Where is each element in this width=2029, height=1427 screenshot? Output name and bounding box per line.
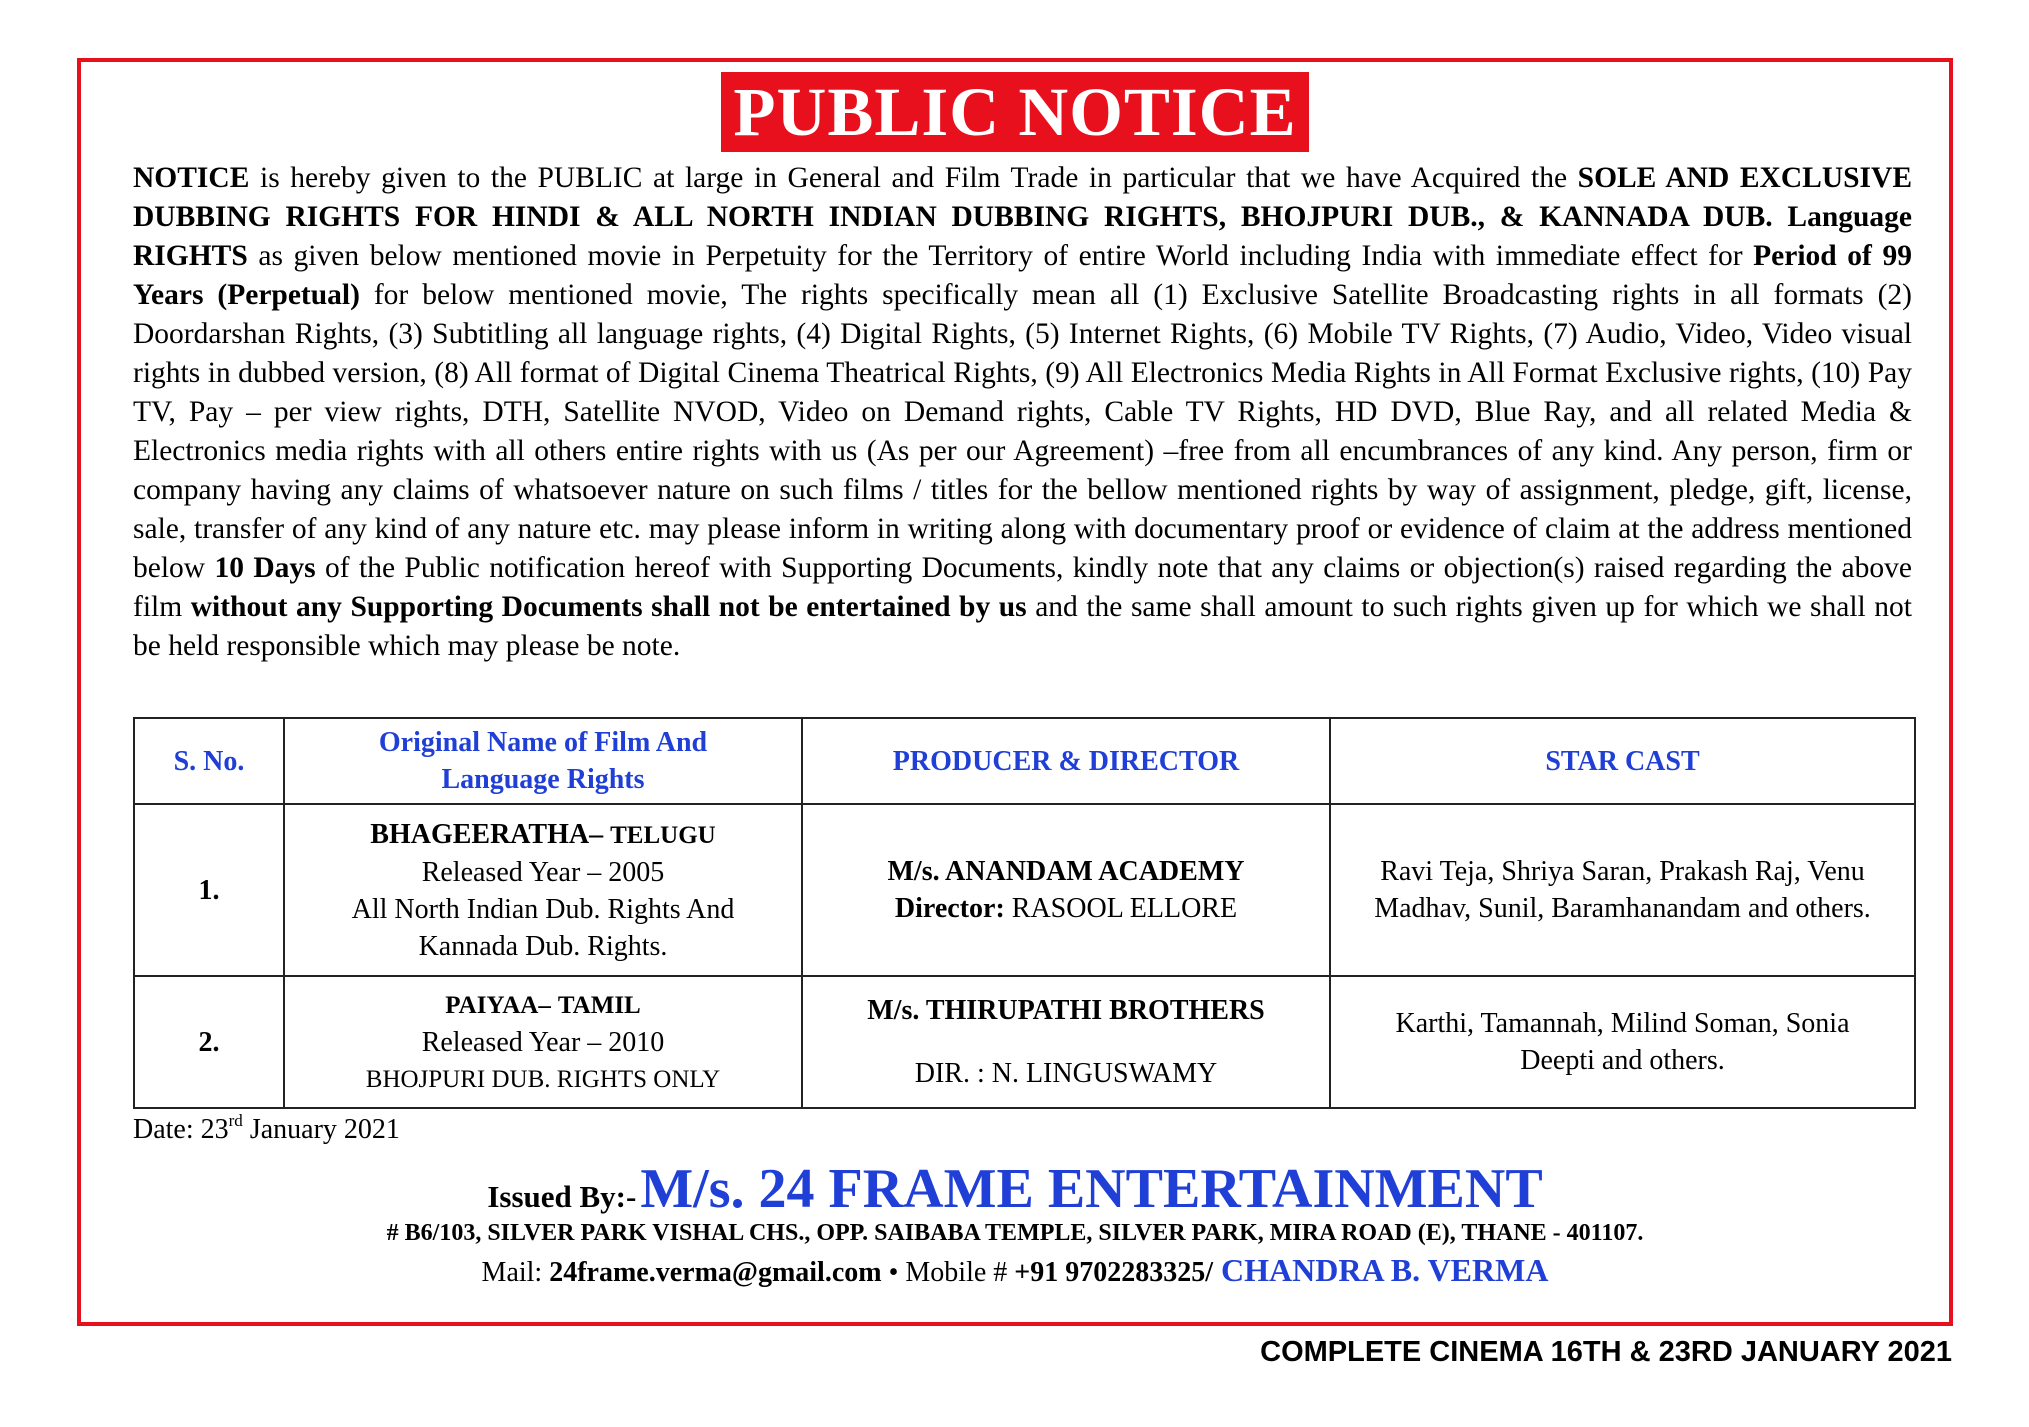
film-title (289, 816, 797, 854)
producer-name: M/s. ANANDAM ACADEMY (887, 856, 1245, 887)
header-film (284, 718, 802, 804)
row-cast (1330, 804, 1915, 976)
notice-rights-bold: SOLE AND EXCLUSIVE DUBBING RIGHTS FOR HINDI & ALL NORTH INDIAN DUBBING RIGHTS, BHOJPURI DUB., & KANNADA DUB. Language RIGHTS (133, 162, 1913, 272)
film-rights-line2: Kannada Dub. Rights. (418, 930, 668, 962)
notice-docs-bold: without any Supporting Documents shall not be entertained by us (190, 591, 1027, 623)
row-cast (1330, 976, 1915, 1108)
table-row (134, 976, 1915, 1108)
issued-by (81, 1157, 1949, 1221)
header-cast: STAR CAST (1330, 718, 1915, 804)
table-header-row (134, 718, 1915, 804)
date-suffix: January 2021 (242, 1114, 400, 1145)
row-film (284, 976, 802, 1108)
issuer-company: M/s. 24 FRAME ENTERTAINMENT (640, 1158, 1543, 1220)
film-name: PAIYAA– (445, 992, 551, 1019)
row-film (284, 804, 802, 976)
notice-text-3: for below mentioned movie, The rights specifically mean all (1) Exclusive Satellite Broadcasting rights in all formats (2) Doordarshan Rights, (3) Subtitling all language rights, (4) Digital Rights, (5) Internet Rights, (6) Mobile TV Rights, (7) Audio, Video, Video visual rights in dubbed version, (8) All format of Digital Cinema Theatrical Rights, (9) All Electronics Media Rights in All Format Exclusive rights, (10) Pay TV, Pay – per view rights, DTH, Satellite NVOD, Video on Demand rights, Cable TV Rights, HD DVD, Blue Ray, and all related Media & Electronics media rights with all others entire rights with us (As per our Agreement) –free from all encumbrances of any kind. Any person, firm or company having any claims of whatsoever nature on such films / titles for the bellow mentioned rights by way of assignment, pledge, gift, license, sale, transfer of any kind of any nature etc. may please inform in writing along with documentary proof or evidence of claim at the address mentioned below (133, 279, 1912, 584)
issued-label: Issued By:- (487, 1179, 637, 1214)
film-title (289, 986, 797, 1024)
row-sno: 2. (134, 976, 284, 1108)
date-ordinal: rd (228, 1111, 243, 1130)
row-sno: 1. (134, 804, 284, 976)
notice-text-4: of the Public notification hereof with Supporting Documents, kindly note that any claims or objection(s) raised regarding the above film (133, 552, 1912, 623)
mobile-label: • Mobile # (881, 1257, 1015, 1288)
publication-footer: COMPLETE CINEMA 16TH & 23RD JANUARY 2021 (1260, 1336, 1952, 1368)
cast-line1: Karthi, Tamannah, Milind Soman, Sonia (1395, 1008, 1850, 1039)
cast-line2: Madhav, Sunil, Baramhanandam and others. (1374, 893, 1871, 924)
film-year: Released Year – 2010 (421, 1027, 665, 1058)
film-name: BHAGEERATHA– (370, 818, 604, 850)
notice-frame (77, 58, 1953, 1326)
cast-line2: Deepti and others. (1520, 1045, 1725, 1076)
film-rights: BHOJPURI DUB. RIGHTS ONLY (365, 1066, 721, 1093)
mail-label: Mail: (481, 1257, 550, 1288)
director-line (807, 890, 1325, 927)
header-film-line2: Language Rights (441, 764, 645, 795)
email-link[interactable]: 24frame.verma@gmail.com (549, 1257, 882, 1288)
producer-name: M/s. THIRUPATHI BROTHERS (867, 995, 1265, 1026)
film-language: TAMIL (557, 992, 641, 1019)
director-line: DIR. : N. LINGUSWAMY (914, 1058, 1218, 1089)
film-year: Released Year – 2005 (421, 856, 665, 888)
films-table (133, 717, 1916, 1109)
table-row (134, 804, 1915, 976)
page-title: PUBLIC NOTICE (721, 72, 1308, 152)
notice-lead: NOTICE (133, 162, 250, 194)
title-wrap (81, 72, 1949, 152)
notice-text-2: as given below mentioned movie in Perpetuity for the Territory of entire World including India with immediate effect for (247, 240, 1754, 272)
director-label: Director: (894, 893, 1005, 924)
notice-period-bold: Period of 99 Years (Perpetual) (133, 240, 1912, 311)
issuer-contact (81, 1252, 1949, 1289)
film-rights-line1: All North Indian Dub. Rights And (351, 893, 735, 925)
issuer-address: # B6/103, SILVER PARK VISHAL CHS., OPP. SAIBABA TEMPLE, SILVER PARK, MIRA ROAD (E), THANE - 401107. (386, 1220, 1644, 1246)
cast-line1: Ravi Teja, Shriya Saran, Prakash Raj, Venu (1380, 856, 1865, 887)
header-sno: S. No. (134, 718, 284, 804)
director-name: RASOOL ELLORE (1004, 893, 1238, 924)
header-film-line1: Original Name of Film And (378, 727, 708, 758)
film-language: TELUGU (610, 821, 716, 849)
notice-days-bold: 10 Days (214, 552, 316, 584)
notice-body (133, 159, 1912, 666)
row-producer (802, 976, 1330, 1108)
date-prefix: Date: 23 (133, 1114, 229, 1145)
notice-text-1: is hereby given to the PUBLIC at large in General and Film Trade in particular that we have Acquired the (249, 162, 1578, 194)
mobile-number: +91 9702283325/ (1014, 1257, 1214, 1288)
notice-text-5: and the same shall amount to such rights given up for which we shall not be held responsible which may please be note. (133, 591, 1912, 662)
notice-date (133, 1111, 400, 1146)
contact-name: CHANDRA B. VERMA (1213, 1252, 1549, 1288)
header-producer: PRODUCER & DIRECTOR (802, 718, 1330, 804)
row-producer (802, 804, 1330, 976)
